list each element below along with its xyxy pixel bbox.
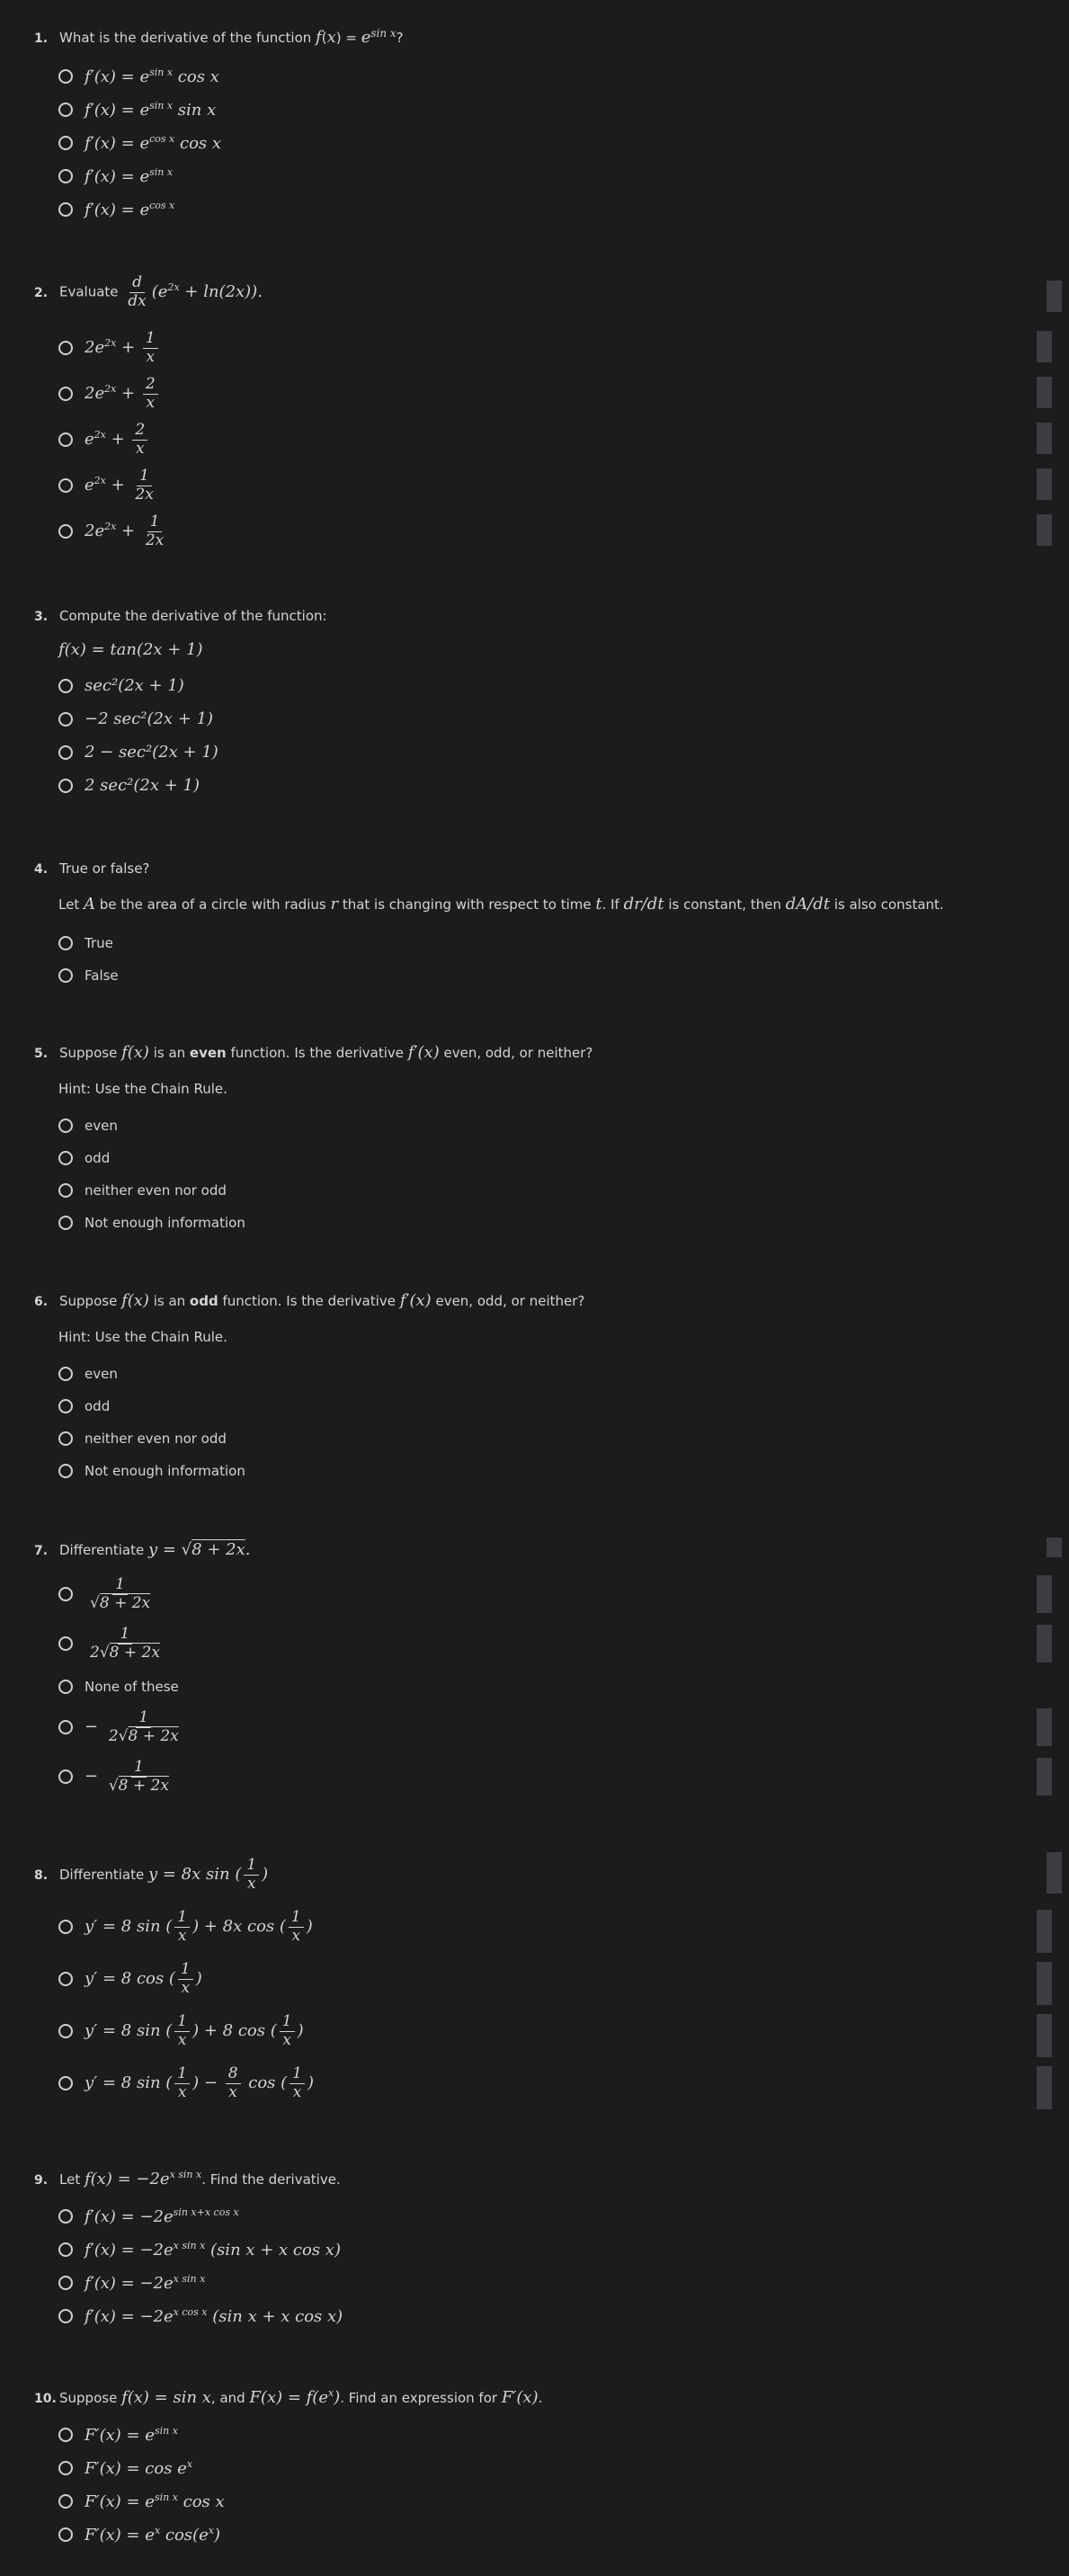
option[interactable]: Not enough information (58, 1215, 245, 1231)
radio-button[interactable] (58, 2209, 73, 2224)
option[interactable]: $f'(x) = e^{sin x}$ cos x (58, 67, 219, 86)
option[interactable]: sec²(2x + 1) (58, 676, 184, 695)
question-text: Suppose f(x) is an even function. Is the derivative f′(x) even, odd, or neither? (59, 1043, 593, 1062)
option[interactable]: $2e^{2x}$ + $\frac{1}{x}$ (58, 330, 161, 366)
question-number: 5. (34, 1047, 49, 1061)
option[interactable]: $e^{2x}$ + $\frac{1}{2x}$ (58, 468, 159, 504)
option[interactable]: y′ = 8 sin ( $\frac{1}{x}$ ) − $\frac{8}{x}$ cos ( $\frac{1}{x}$ ) (58, 2065, 314, 2101)
scroll-marker (1037, 1625, 1052, 1662)
radio-button[interactable] (58, 341, 73, 355)
option[interactable]: $f'(x) = -2e^{x sin x}$ (sin x + x cos x) (58, 2240, 341, 2260)
option[interactable]: neither even nor odd (58, 1182, 227, 1199)
radio-button[interactable] (58, 2309, 73, 2323)
option[interactable]: odd (58, 1150, 110, 1166)
radio-button[interactable] (58, 1972, 73, 1986)
option[interactable]: Not enough information (58, 1463, 245, 1479)
question-text: Evaluate $\frac{d}{dx}$ $(e^{2x} + \ln(2x))$. (59, 273, 263, 310)
radio-button[interactable] (58, 387, 73, 401)
radio-button[interactable] (58, 936, 73, 950)
question-3 (34, 608, 1023, 795)
question-10 (34, 2387, 1023, 2545)
question-number: 9. (34, 2173, 49, 2188)
option[interactable]: $f'(x) = -2e^{x sin x}$ (58, 2273, 205, 2293)
scroll-marker (1037, 423, 1052, 454)
option[interactable]: $F'(x) = e^x$ $\cos(e^x)$ (58, 2525, 220, 2545)
radio-button[interactable] (58, 2461, 73, 2475)
radio-button[interactable] (58, 1636, 73, 1651)
scroll-marker (1037, 1910, 1052, 1953)
option[interactable]: $\frac{1}{√8 + 2x}$ (58, 1576, 156, 1612)
scroll-marker (1037, 377, 1052, 408)
question-number: 8. (34, 1868, 49, 1884)
scroll-marker (1037, 2014, 1052, 2057)
equation: f(x) = tan(2x + 1) (58, 640, 203, 659)
question-number: 3. (34, 610, 49, 624)
radio-button[interactable] (58, 1920, 73, 1934)
question-text: Let $f(x) = -2e^{x sin x}$. Find the derivative. (59, 2169, 341, 2188)
scroll-marker (1037, 1575, 1052, 1613)
option[interactable]: $f'(x) = -2e^{x cos x}$ (sin x + x cos x) (58, 2306, 343, 2326)
radio-button[interactable] (58, 1464, 73, 1478)
radio-button[interactable] (58, 712, 73, 726)
radio-button[interactable] (58, 679, 73, 693)
scroll-marker (1037, 1708, 1052, 1746)
radio-button[interactable] (58, 2428, 73, 2442)
option[interactable]: True (58, 935, 113, 951)
radio-button[interactable] (58, 1183, 73, 1198)
radio-button[interactable] (58, 69, 73, 84)
option[interactable]: 2 − sec²(2x + 1) (58, 743, 218, 762)
radio-button[interactable] (58, 1399, 73, 1413)
option[interactable]: $F'(x) = e^{sin x}$ cos x (58, 2491, 225, 2511)
radio-button[interactable] (58, 478, 73, 493)
option[interactable]: even (58, 1118, 118, 1134)
option[interactable]: $f'(x) = -2e^{sin x+x cos x}$ (58, 2206, 239, 2226)
radio-button[interactable] (58, 1720, 73, 1734)
option[interactable]: $\frac{1}{2√8 + 2x}$ (58, 1626, 165, 1662)
option[interactable]: $f'(x) = e^{cos x}$ cos x (58, 133, 221, 153)
radio-button[interactable] (58, 2276, 73, 2290)
option[interactable]: neither even nor odd (58, 1431, 227, 1447)
option[interactable]: $f'(x) = e^{cos x}$ (58, 200, 174, 219)
option[interactable]: − $\frac{1}{√8 + 2x}$ (58, 1759, 174, 1795)
scroll-marker (1047, 1538, 1062, 1557)
question-9 (34, 2169, 1023, 2326)
radio-button[interactable] (58, 1119, 73, 1133)
question-text: What is the derivative of the function $f(x) = e^{sin x}$? (59, 27, 404, 47)
option[interactable]: $2e^{2x}$ + $\frac{1}{2x}$ (58, 513, 169, 549)
question-text: Differentiate y = 8x sin ( $\frac{1}{x}$ ) (59, 1856, 269, 1893)
radio-button[interactable] (58, 2024, 73, 2038)
question-number: 4. (34, 862, 49, 877)
option[interactable]: − $\frac{1}{2√8 + 2x}$ (58, 1709, 184, 1745)
option[interactable]: $f'(x) = e^{sin x}$ sin x (58, 100, 216, 120)
scroll-marker (1037, 1962, 1052, 2005)
statement: Let A be the area of a circle with radius r that is changing with respect to time t. If dr/dt is constant, then dA/dt is also constant. (58, 895, 944, 914)
radio-button[interactable] (58, 1587, 73, 1601)
question-text: Compute the derivative of the function: (59, 608, 327, 624)
radio-button[interactable] (58, 1367, 73, 1381)
scroll-marker (1037, 514, 1052, 546)
question-text: Suppose f(x) = sin x, and $F(x) = f(e^x)$. Find an expression for F′(x). (59, 2387, 543, 2407)
option[interactable]: y′ = 8 cos ( $\frac{1}{x}$ ) (58, 1961, 202, 1997)
scroll-marker (1037, 1758, 1052, 1796)
question-number: 10. (34, 2392, 57, 2406)
scroll-marker (1037, 331, 1052, 362)
radio-button[interactable] (58, 103, 73, 117)
question-number: 2. (34, 285, 49, 300)
question-1 (34, 27, 1023, 219)
option[interactable]: 2 sec²(2x + 1) (58, 776, 200, 795)
question-6 (34, 1291, 1023, 1479)
option[interactable]: −2 sec²(2x + 1) (58, 709, 213, 728)
option[interactable]: False (58, 967, 119, 984)
question-2 (34, 273, 1023, 549)
question-7 (34, 1540, 1023, 1795)
option[interactable]: even (58, 1366, 118, 1382)
radio-button[interactable] (58, 524, 73, 539)
radio-button[interactable] (58, 1769, 73, 1784)
option[interactable]: $f'(x) = e^{sin x}$ (58, 166, 173, 186)
question-5 (34, 1043, 1023, 1231)
option[interactable]: y′ = 8 sin ( $\frac{1}{x}$ ) + 8x cos ( $\frac{1}{x}$ ) (58, 1909, 313, 1945)
radio-button[interactable] (58, 1431, 73, 1446)
hint-text: Hint: Use the Chain Rule. (58, 1329, 227, 1345)
option[interactable]: y′ = 8 sin ( $\frac{1}{x}$ ) + 8 cos ( $\frac{1}{x}$ ) (58, 2013, 304, 2049)
option[interactable]: None of these (58, 1679, 179, 1695)
question-text: Suppose f(x) is an odd function. Is the derivative f′(x) even, odd, or neither? (59, 1291, 585, 1310)
question-8 (34, 1856, 1023, 2101)
radio-button[interactable] (58, 1680, 73, 1694)
radio-button[interactable] (58, 1216, 73, 1230)
option[interactable]: $2e^{2x}$ + $\frac{2}{x}$ (58, 376, 161, 412)
radio-button[interactable] (58, 1151, 73, 1165)
option[interactable]: $e^{2x}$ + $\frac{2}{x}$ (58, 422, 150, 458)
question-number: 1. (34, 31, 49, 46)
option[interactable]: odd (58, 1398, 110, 1414)
scroll-marker (1037, 2066, 1052, 2109)
radio-button[interactable] (58, 432, 73, 447)
radio-button[interactable] (58, 2242, 73, 2257)
radio-button[interactable] (58, 136, 73, 150)
scroll-marker (1047, 281, 1062, 312)
radio-button[interactable] (58, 2076, 73, 2090)
question-text: Differentiate y = √8 + 2x. (59, 1540, 251, 1559)
radio-button[interactable] (58, 968, 73, 983)
scroll-marker (1047, 1852, 1062, 1894)
scroll-marker (1037, 468, 1052, 500)
radio-button[interactable] (58, 2527, 73, 2542)
question-4 (34, 860, 1023, 984)
radio-button[interactable] (58, 2494, 73, 2509)
option[interactable]: $F'(x) = e^{sin x}$ (58, 2425, 178, 2445)
radio-button[interactable] (58, 202, 73, 217)
radio-button[interactable] (58, 779, 73, 793)
radio-button[interactable] (58, 169, 73, 183)
radio-button[interactable] (58, 745, 73, 760)
question-text: True or false? (59, 860, 150, 877)
option[interactable]: $F'(x) = \cos e^x$ (58, 2458, 192, 2478)
question-number: 6. (34, 1295, 49, 1309)
hint-text: Hint: Use the Chain Rule. (58, 1081, 227, 1097)
question-number: 7. (34, 1544, 49, 1558)
